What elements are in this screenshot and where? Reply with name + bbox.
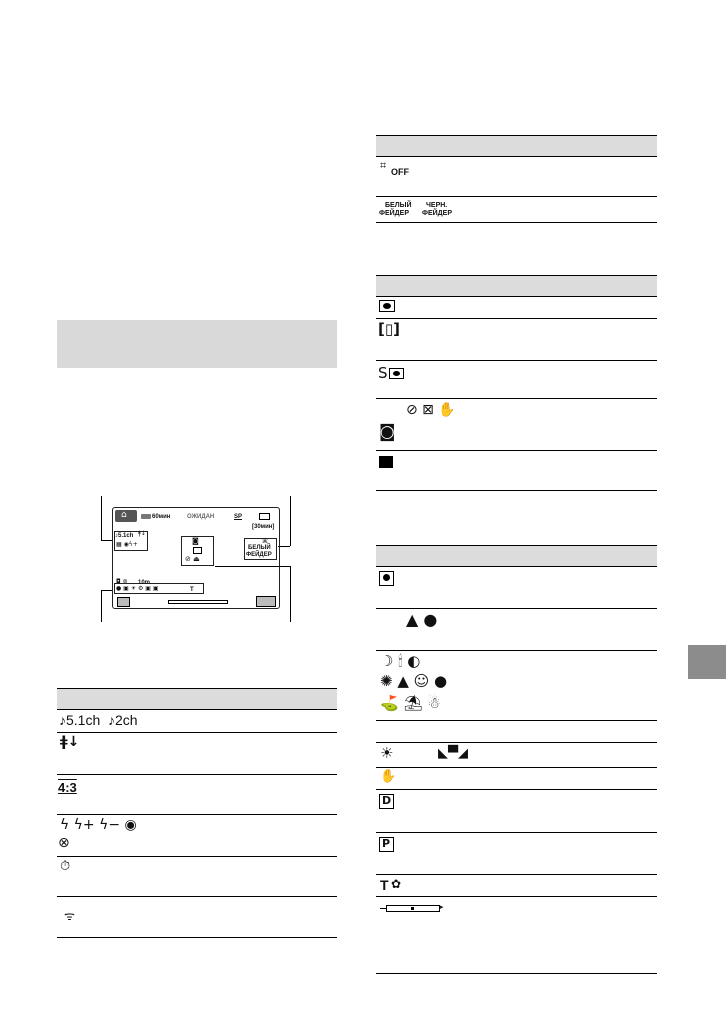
fader-label: ФЕЙДЕР (246, 552, 272, 558)
black-fader-label-1: ЧЕРН. (426, 202, 448, 209)
row-divider (376, 398, 657, 399)
status-text: ОЖИДАН (187, 514, 215, 520)
left-table-header (57, 688, 337, 710)
view-button[interactable] (117, 597, 130, 607)
steadyshot-off-icon: ✋ (380, 769, 397, 784)
home-icon: ⌂ (121, 510, 127, 520)
row-divider (376, 720, 657, 721)
aspect-flash-icons: ▦ ◉ϟ+ (116, 541, 138, 548)
camera-icon: ◙ (192, 537, 199, 545)
row-divider (57, 732, 337, 733)
row-divider (376, 196, 657, 197)
bottom-row-icons: ◘ ⊚ (116, 578, 128, 585)
mic-level-icon: ǂ↓ (138, 530, 146, 537)
flash-mode-icons: ϟ ϟ+ ϟ− ◉ (60, 817, 137, 833)
lcd-off-small-icon: ⌘ (262, 538, 268, 545)
spot-meter-icon-eye (383, 303, 391, 309)
camera-off-icon: ◙ (379, 422, 396, 442)
steadyshot-icons: ⊘ ⊠ ✋ (406, 402, 456, 418)
section-heading-block (57, 320, 337, 368)
scene-mode-icons-row1: ☽ 🕯 ◐ (380, 652, 421, 670)
aspect-4-3-icon: 4:3 (58, 780, 77, 795)
row-divider (376, 608, 657, 609)
row-divider (376, 222, 657, 223)
mic-level-low-icon: ǂ↓ (60, 734, 80, 750)
row-divider (57, 814, 337, 815)
black-fader-label-2: ФЕЙДЕР (422, 210, 452, 217)
one-push-wb-icon: ◣▀◢ (438, 746, 468, 761)
audio-51ch-icon: ♪5.1ch (59, 712, 101, 728)
focus-slider[interactable] (168, 600, 228, 604)
quality-label: SP (234, 514, 243, 520)
wireless-remote-icon: ᯤ (64, 909, 75, 923)
row-divider (57, 937, 337, 938)
manual-focus-arrow: ▸ (440, 903, 444, 911)
fader-white-label: БЕЛЫЙ (248, 545, 271, 551)
callout-line-right-top (290, 496, 291, 546)
tele-macro-flower-icon: ✿ (391, 877, 402, 891)
lcd-backlight-off-icon: ⌗ (380, 159, 387, 172)
exposure-icon-eye (393, 371, 400, 376)
scene-mode-icons-row2: ✺ ▲ ☺ ● (380, 672, 448, 690)
option-button[interactable] (256, 596, 276, 607)
home-button[interactable] (115, 510, 137, 522)
callout-line-left-bottom (101, 590, 102, 622)
row-divider (376, 360, 657, 361)
battery-indicator (141, 514, 151, 519)
scene-mode-icons-row3: ⛳ ⛱ ☃ (380, 694, 441, 712)
row-divider (57, 896, 337, 897)
callout-line-left-top (101, 496, 102, 541)
media-icon (259, 513, 270, 520)
off-label: OFF (391, 167, 409, 177)
callout-line-right-bottom (290, 566, 291, 622)
digital-effect-letter: D (382, 794, 392, 807)
white-fader-label-2: ФЕЙДЕР (379, 210, 409, 217)
spot-focus-icon: [▯] (378, 320, 400, 338)
white-balance-icons: ☀ (380, 744, 394, 762)
manual-focus-thumb (411, 907, 414, 910)
row-divider (376, 874, 657, 875)
right-table-3-header (376, 545, 657, 567)
audio-indicator: ♪5.1ch (115, 533, 134, 539)
row-divider (376, 767, 657, 768)
row-divider (376, 789, 657, 790)
portrait-icon-head (383, 574, 390, 581)
row-divider (376, 742, 657, 743)
tele-macro-t: T (190, 587, 194, 593)
flash-off-icon: ⊗ (58, 835, 70, 851)
chapter-tab (688, 645, 726, 679)
self-timer-icon: ⏱ (60, 859, 71, 874)
remaining-tape: [30мин] (252, 524, 275, 530)
row-divider (376, 650, 657, 651)
row-divider (376, 450, 657, 451)
landscape-portrait-icons: ▲ ● (406, 610, 438, 629)
row-divider (57, 774, 337, 775)
right-table-1-header (376, 135, 657, 157)
row-divider (376, 896, 657, 897)
row-divider (376, 318, 657, 319)
time-remaining: 60мин (152, 514, 171, 520)
right-table-2-header (376, 275, 657, 297)
row-divider (376, 973, 657, 974)
row-divider (57, 856, 337, 857)
exposure-icon (193, 547, 202, 554)
white-fader-label-1: БЕЛЫЙ (385, 202, 412, 209)
shutter-s-icon: S (378, 364, 388, 382)
scene-icons-row: ● ▣ ☀ ⚙ ▣ ▣ (116, 585, 159, 592)
tele-macro-label: 10m (138, 580, 151, 586)
row-divider (376, 490, 657, 491)
center-bottom-icons: ⊘ ⏏ (185, 555, 200, 563)
audio-2ch-icon: ♪2ch (108, 712, 138, 728)
row-divider (376, 832, 657, 833)
telemacro-icon (379, 456, 393, 468)
picture-effect-letter: P (382, 837, 391, 850)
tele-macro-row-letter: T (380, 877, 389, 893)
